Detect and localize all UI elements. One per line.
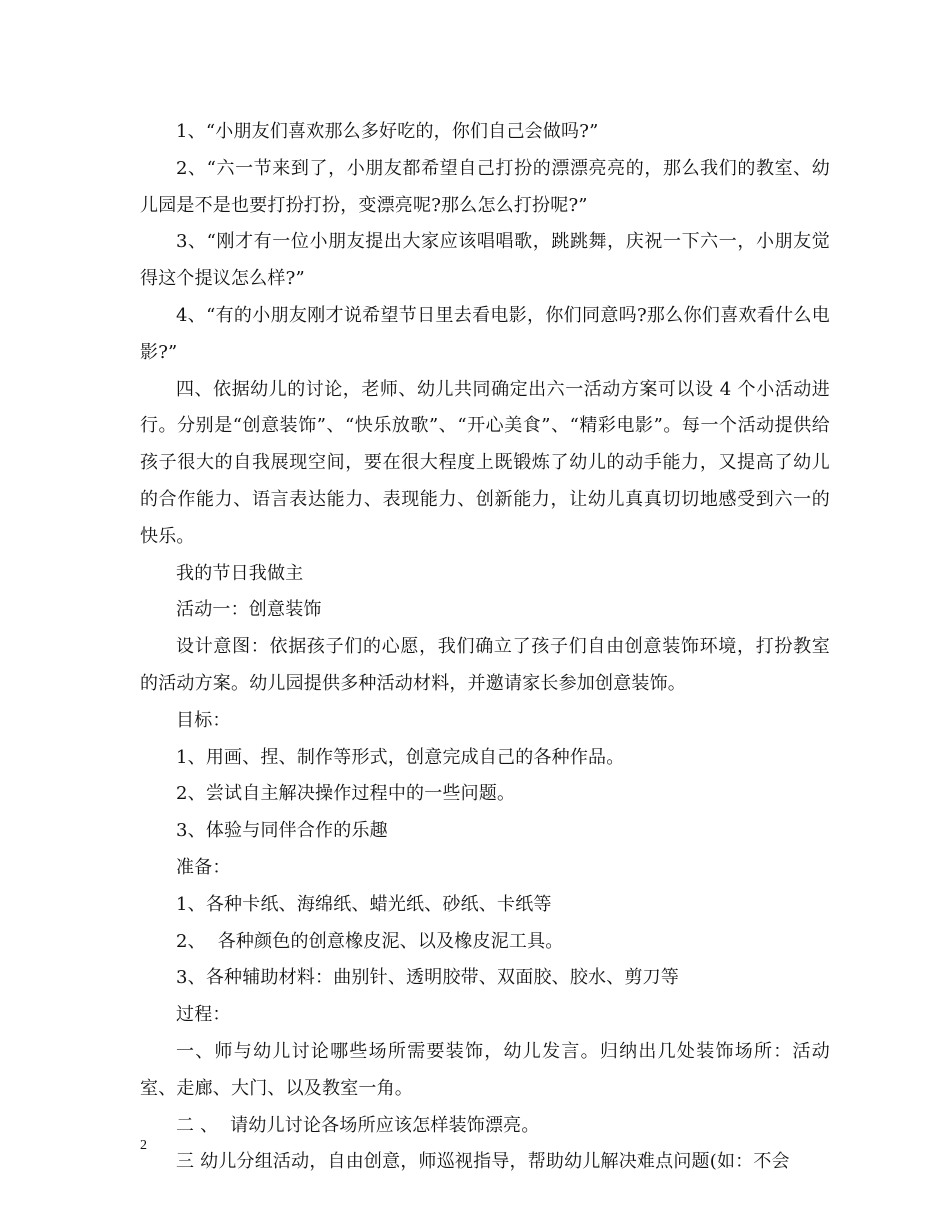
preparation-heading: 准备： (176, 856, 231, 878)
section-title: 我的节日我做主 (176, 562, 304, 584)
paragraph-question-1: 1、“小朋友们喜欢那么多好吃的，你们自己会做吗?” (176, 121, 599, 142)
paragraph-question-4: 4、“有的小朋友刚才说希望节日里去看电影，你们同意吗?那么你们喜欢看什么电影?” (140, 304, 830, 363)
preparation-item-1: 1、各种卡纸、海绵纸、蜡光纸、砂纸、卡纸等 (176, 893, 552, 915)
process-step-3: 三 幼儿分组活动，自由创意，师巡视指导，帮助幼儿解决难点问题(如：不会 (176, 1151, 790, 1173)
process-step-1: 一、师与幼儿讨论哪些场所需要装饰，幼儿发言。归纳出几处装饰场所：活动室、走廊、大门、以及教室一角。 (140, 1040, 830, 1099)
process-heading: 过程： (176, 1004, 231, 1026)
goal-item-3: 3、体验与同伴合作的乐趣 (176, 820, 388, 842)
design-intent: 设计意图：依据孩子们的心愿，我们确立了孩子们自由创意装饰环境，打扮教室的活动方案。幼儿园提供多种活动材料，并邀请家长参加创意装饰。 (140, 636, 830, 694)
activity-heading: 活动一：创意装饰 (176, 599, 322, 621)
process-step-2: 二 、 请幼儿讨论各场所应该怎样装饰漂亮。 (176, 1114, 540, 1136)
goal-item-2: 2、尝试自主解决操作过程中的一些问题。 (176, 783, 516, 805)
goals-heading: 目标： (176, 709, 231, 731)
preparation-item-2: 2、 各种颜色的创意橡皮泥、以及橡皮泥工具。 (176, 930, 564, 952)
goal-item-1: 1、用画、捏、制作等形式，创意完成自己的各种作品。 (176, 746, 625, 768)
document-body (140, 114, 830, 1181)
paragraph-question-2: 2、“六一节来到了，小朋友都希望自己打扮的漂漂亮亮的，那么我们的教室、幼儿园是不是也要打扮打扮，变漂亮呢?那么怎么打扮呢?” (140, 157, 830, 216)
page-number: 2 (140, 1138, 147, 1153)
paragraph-question-3: 3、“刚才有一位小朋友提出大家应该唱唱歌，跳跳舞，庆祝一下六一，小朋友觉得这个提议怎么样?” (140, 231, 830, 290)
paragraph-activity-plan: 四、依据幼儿的讨论，老师、幼儿共同确定出六一活动方案可以设 4 个小活动进行。分别是“创意装饰”、“快乐放歌”、“开心美食”、“精彩电影”。每一个活动提供给孩子很大的自我展现空间，要在很大程度上既锻炼了幼儿的动手能力，又提高了幼儿的合作能力、语言表达能力、表现能力、创新能力，让幼儿真真切切地感受到六一的快乐。 (140, 378, 830, 547)
preparation-item-3: 3、各种辅助材料：曲别针、透明胶带、双面胶、胶水、剪刀等 (176, 967, 680, 989)
